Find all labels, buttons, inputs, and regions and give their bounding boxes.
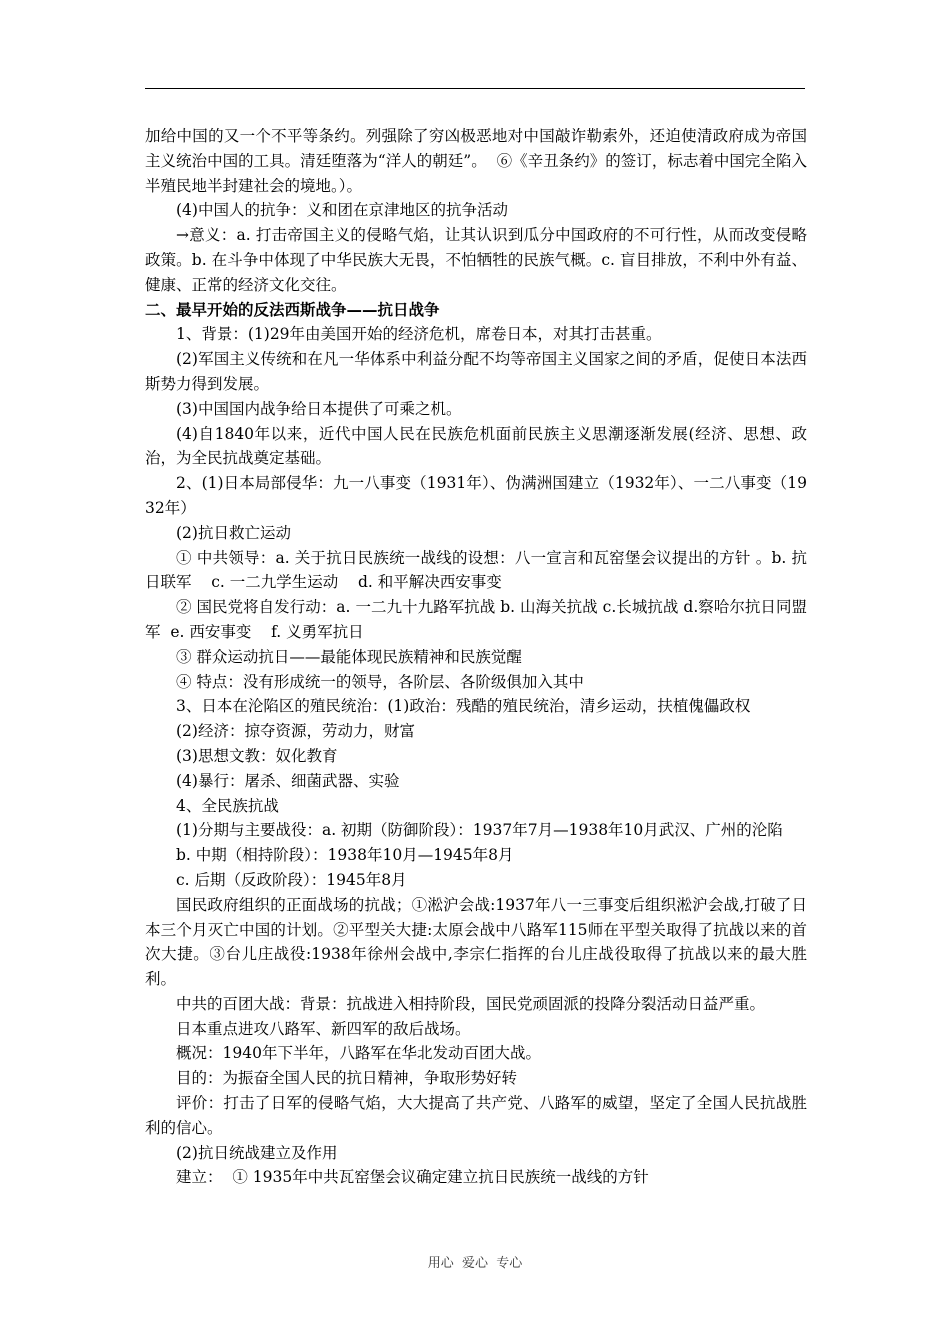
paragraph: (4)中国人的抗争：义和团在京津地区的抗争活动: [176, 201, 508, 220]
paragraph: 目的：为振奋全国人民的抗日精神，争取形势好转: [176, 1069, 518, 1088]
paragraph: 加给中国的又一个不平等条约。列强除了穷凶极恶地对中国敲诈勒索外，还迫使清政府成为帝国主义统治中国的工具。清廷堕落为“洋人的朝廷”。 ⑥《辛丑条约》的签订，标志着中国完全陷入半殖民地半封建社会的境地。）。: [145, 127, 807, 195]
paragraph: ① 中共领导：a. 关于抗日民族统一战线的设想：八一宣言和瓦窑堡会议提出的方针 。b. 抗日联军 c. 一二九学生运动 d. 和平解决西安事变: [145, 548, 807, 592]
paragraph: (2)抗日统战建立及作用: [176, 1143, 338, 1162]
paragraph: 评价：打击了日军的侵略气焰，大大提高了共产党、八路军的威望，坚定了全国人民抗战胜利的信心。: [145, 1094, 807, 1137]
paragraph: (4)自1840年以来，近代中国人民在民族危机面前民族主义思潮逐渐发展(经济、思想、政治，为全民抗战奠定基础。: [145, 424, 807, 468]
paragraph: ② 国民党将自发行动：a. 一二九十九路军抗战 b. 山海关抗战 c.长城抗战 d.察哈尔抗日同盟军 e. 西安事变 f. 义勇军抗日: [145, 598, 807, 641]
paragraph: 2、(1)日本局部侵华：九一八事变（1931年）、伪满洲国建立（1932年）、一二八事变（1932年）: [145, 474, 807, 517]
paragraph: ④ 特点：没有形成统一的领导，各阶层、各阶级俱加入其中: [176, 672, 584, 691]
paragraph: 国民政府组织的正面战场的抗战；①淞沪会战:1937年八一三事变后组织淞沪会战,打破了日本三个月灭亡中国的计划。②平型关大捷:太原会战中八路军115师在平型关取得了抗战以来的首次大捷。③台儿庄战役:1938年徐州会战中,李宗仁指挥的台儿庄战役取得了抗战以来的最大胜利。: [145, 895, 807, 989]
paragraph: (2)军国主义传统和在凡一华体系中利益分配不均等帝国主义国家之间的矛盾，促使日本法西斯势力得到发展。: [145, 350, 807, 393]
section-heading: 二、最早开始的反法西斯战争——抗日战争: [145, 300, 440, 319]
paragraph: ③ 群众运动抗日——最能体现民族精神和民族觉醒: [176, 647, 522, 666]
paragraph: c. 后期（反政阶段）：1945年8月: [176, 870, 407, 889]
page-footer: 用心 爱心 专心: [427, 1256, 523, 1271]
paragraph: 日本重点进攻八路军、新四军的敌后战场。: [176, 1019, 471, 1038]
paragraph: (3)思想文教：奴化教育: [176, 746, 338, 765]
paragraph: 3、日本在沦陷区的殖民统治：(1)政治：残酷的殖民统治，清乡运动，扶植傀儡政权: [176, 697, 751, 716]
paragraph: →意义：a. 打击帝国主义的侵略气焰，让其认识到瓜分中国政府的不可行性，从而改变侵略政策。b. 在斗争中体现了中华民族大无畏，不怕牺牲的民族气概。c. 盲目排放，不利中外有益、健康、正常的经济文化交往。: [145, 226, 807, 294]
header-rule: [145, 88, 805, 89]
paragraph: (1)分期与主要战役：a. 初期（防御阶段）：1937年7月—1938年10月武汉、广州的沦陷: [176, 821, 783, 840]
document-body: [145, 124, 807, 1190]
paragraph: b. 中期（相持阶段）：1938年10月—1945年8月: [176, 846, 514, 865]
paragraph: 1、背景：(1)29年由美国开始的经济危机，席卷日本，对其打击甚重。: [176, 325, 662, 344]
paragraph: 概况：1940年下半年，八路军在华北发动百团大战。: [176, 1044, 541, 1063]
paragraph: (2)抗日救亡运动: [176, 523, 291, 542]
paragraph: (2)经济：掠夺资源，劳动力，财富: [176, 722, 415, 741]
paragraph: (3)中国国内战争给日本提供了可乘之机。: [176, 399, 462, 418]
paragraph: 中共的百团大战：背景：抗战进入相持阶段，国民党顽固派的投降分裂活动日益严重。: [176, 994, 766, 1013]
paragraph: 建立： ① 1935年中共瓦窑堡会议确定建立抗日民族统一战线的方针: [176, 1168, 649, 1187]
paragraph: 4、全民族抗战: [176, 796, 279, 815]
paragraph: (4)暴行：屠杀、细菌武器、实验: [176, 771, 400, 790]
